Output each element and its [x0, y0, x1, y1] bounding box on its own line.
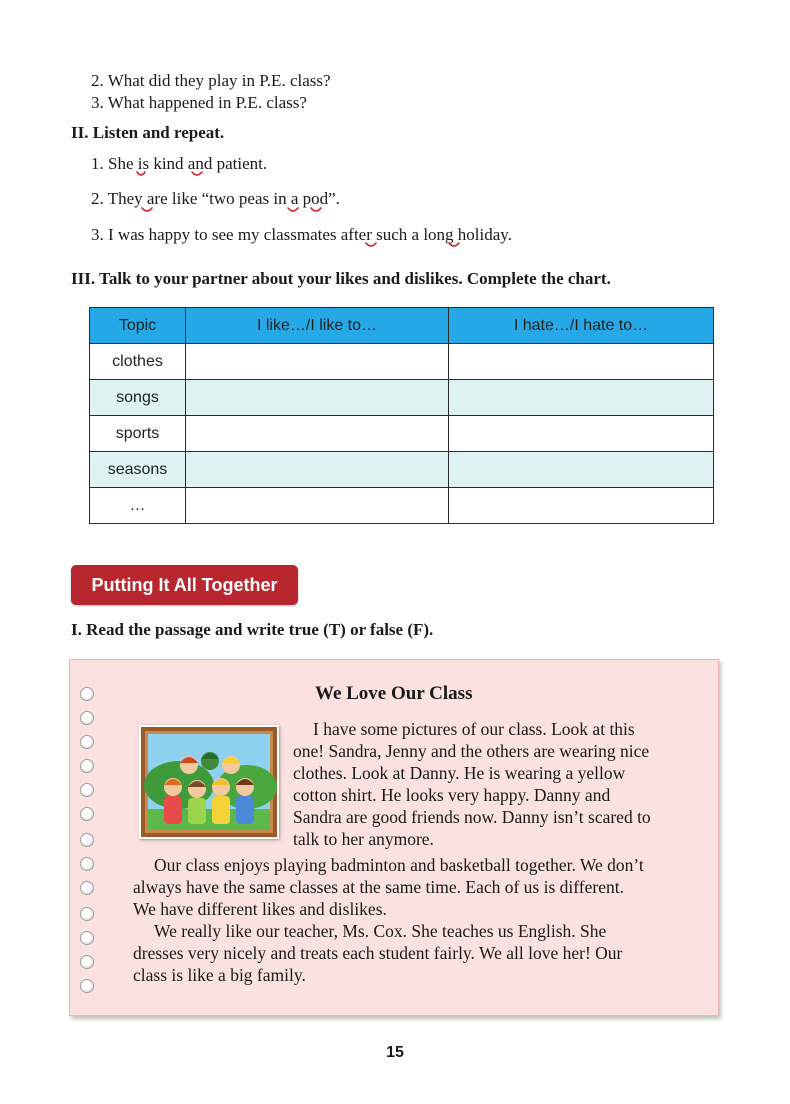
listen-item-3: 3. I was happy to see my classmates after such a long holiday.: [91, 225, 512, 244]
question-3: 3. What happened in P.E. class?: [91, 93, 307, 112]
class-photo-illustration: [139, 725, 279, 839]
binder-ring: [80, 979, 94, 993]
listen-heading: II. Listen and repeat.: [71, 123, 225, 142]
link-mark-peas-in: [288, 208, 298, 211]
binder-ring: [80, 759, 94, 773]
talk-heading: III. Talk to your partner about your likes and dislikes. Complete the chart.: [71, 269, 611, 288]
binder-ring: [80, 857, 94, 871]
link-mark-kind-and: [192, 172, 202, 175]
chart-header-like: I like…/I like to…: [186, 308, 449, 344]
chart-topic-cell: clothes: [90, 344, 186, 380]
passage-line: We have different likes and dislikes.: [133, 899, 387, 919]
linking-marks: [0, 0, 790, 260]
chart-hate-cell[interactable]: [449, 488, 714, 524]
section-tag: Putting It All Together: [71, 565, 298, 605]
passage-line: cotton shirt. He looks very happy. Danny and: [293, 785, 611, 805]
chart-like-cell[interactable]: [186, 416, 449, 452]
passage-line: class is like a big family.: [133, 965, 306, 985]
chart-topic-cell: songs: [90, 380, 186, 416]
listen-item-1: 1. She is kind and patient.: [91, 154, 268, 173]
chart-like-cell[interactable]: [186, 344, 449, 380]
chart-topic-cell: seasons: [90, 452, 186, 488]
binder-ring: [80, 711, 94, 725]
binder-ring: [80, 931, 94, 945]
chart-hate-cell[interactable]: [449, 452, 714, 488]
link-mark-classmates-after: [366, 243, 376, 246]
link-mark-in-a: [311, 208, 321, 211]
chart-topic-cell: …: [90, 488, 186, 524]
binder-ring: [80, 955, 94, 969]
passage-line: one! Sandra, Jenny and the others are wearing nice: [293, 741, 650, 761]
binder-ring: [80, 687, 94, 701]
chart-like-cell[interactable]: [186, 452, 449, 488]
chart-header-topic: Topic: [90, 308, 186, 344]
chart-hate-cell[interactable]: [449, 380, 714, 416]
chart-hate-cell[interactable]: [449, 416, 714, 452]
binder-ring: [80, 807, 94, 821]
binder-ring: [80, 881, 94, 895]
passage-line: talk to her anymore.: [293, 829, 434, 849]
binder-ring: [80, 783, 94, 797]
link-mark-they-are: [142, 208, 152, 211]
passage-line: clothes. Look at Danny. He is wearing a yellow: [293, 763, 626, 783]
passage-line: Our class enjoys playing badminton and basketball together. We don’t: [154, 855, 644, 875]
binder-ring: [80, 907, 94, 921]
chart-like-cell[interactable]: [186, 488, 449, 524]
link-mark-such-a: [449, 243, 459, 246]
passage-line: We really like our teacher, Ms. Cox. She teaches us English. She: [154, 921, 607, 941]
chart-header-hate: I hate…/I hate to…: [449, 308, 714, 344]
chart-topic-cell: sports: [90, 416, 186, 452]
question-2: 2. What did they play in P.E. class?: [91, 71, 331, 90]
chart-like-cell[interactable]: [186, 380, 449, 416]
page-number: 15: [386, 1044, 404, 1061]
passage-title: We Love Our Class: [315, 683, 473, 704]
passage-line: Sandra are good friends now. Danny isn’t scared to: [293, 807, 651, 827]
passage-line: I have some pictures of our class. Look at this: [313, 719, 635, 739]
link-mark-she-is: [137, 172, 145, 175]
passage-line: always have the same classes at the same time. Each of us is different.: [133, 877, 624, 897]
binder-ring: [80, 833, 94, 847]
passage-line: dresses very nicely and treats each student fairly. We all love her! Our: [133, 943, 623, 963]
chart-hate-cell[interactable]: [449, 344, 714, 380]
binder-ring: [80, 735, 94, 749]
listen-item-2: 2. They are like “two peas in a pod”.: [91, 189, 340, 208]
likes-dislikes-chart: [89, 307, 714, 524]
class-picture: [139, 725, 279, 839]
read-heading: I. Read the passage and write true (T) or false (F).: [71, 620, 434, 639]
